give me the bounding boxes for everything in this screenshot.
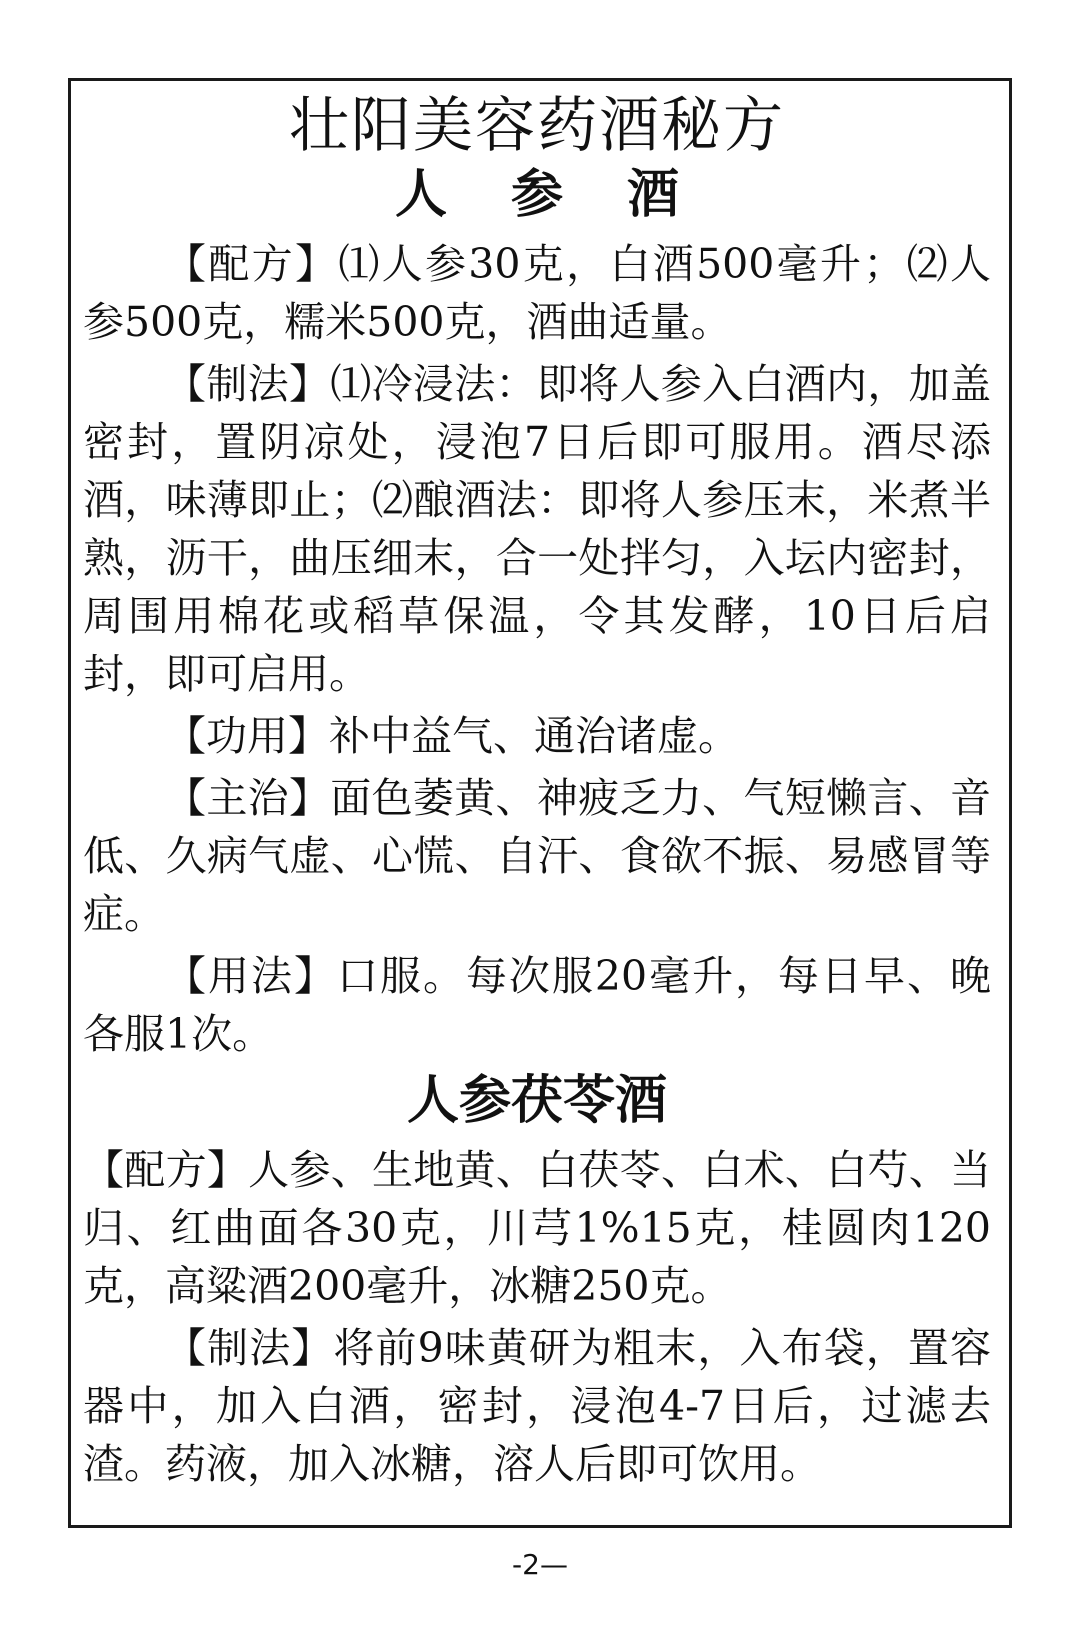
section-renshen-fuling-jiu — [83, 1069, 991, 1493]
page-frame — [68, 78, 1012, 1528]
paragraph-usage — [83, 947, 991, 1063]
paragraph-text: ⑴冷浸法：即将人参入白酒内，加盖密封，置阴凉处，浸泡7日后即可服用。酒尽添酒，味薄即止；⑵酿酒法：即将人参压末，米煮半熟，沥干，曲压细末，合一处拌匀，入坛内密封，周围用棉花或稻草保温，令其发酵，10日后启封，即可启用。 — [83, 360, 992, 698]
paragraph-label: 【用法】 — [165, 952, 337, 1000]
paragraph-formula — [83, 1141, 991, 1315]
paragraph-function — [83, 707, 991, 765]
paragraph-preparation — [83, 355, 991, 703]
section-renshen-jiu — [83, 163, 991, 1063]
paragraph-label: 【配方】 — [165, 240, 339, 288]
paragraph-text: 口服。每次服20毫升，每日早、晚各服1次。 — [83, 952, 992, 1058]
page-number: -2— — [512, 1548, 568, 1581]
section-title: 人参酒 — [394, 164, 743, 225]
paragraph-label: 【功用】 — [165, 712, 329, 760]
paragraph-label: 【制法】 — [165, 360, 331, 408]
paragraph-formula — [83, 235, 991, 351]
section-title: 人参茯苓酒 — [406, 1070, 667, 1131]
paragraph-label: 【主治】 — [165, 774, 331, 822]
paragraph-label: 【制法】 — [165, 1324, 334, 1372]
paragraph-text: 面色萎黄、神疲乏力、气短懒言、音低、久病气虚、心慌、自汗、食欲不振、易感冒等症。 — [83, 774, 992, 938]
paragraph-text: 人参、生地黄、白茯苓、白术、白芍、当归、红曲面各30克，川芎1%15克，桂圆肉120克，高粱酒200毫升，冰糖250克。 — [83, 1146, 992, 1310]
paragraph-text: 补中益气、通治诸虚。 — [329, 712, 739, 760]
paragraph-label: 【配方】 — [83, 1146, 249, 1194]
page-title: 壮阳美容药酒秘方 — [289, 91, 785, 161]
paragraph-indications — [83, 769, 991, 943]
paragraph-preparation — [83, 1319, 991, 1493]
paragraph-text: ⑴人参30克，白酒500毫升；⑵人参500克，糯米500克，酒曲适量。 — [83, 240, 991, 346]
paragraph-text: 将前9味黄研为粗末，入布袋，置容器中，加入白酒，密封，浸泡4-7日后，过滤去渣。药液，加入冰糖，溶人后即可饮用。 — [83, 1324, 991, 1488]
